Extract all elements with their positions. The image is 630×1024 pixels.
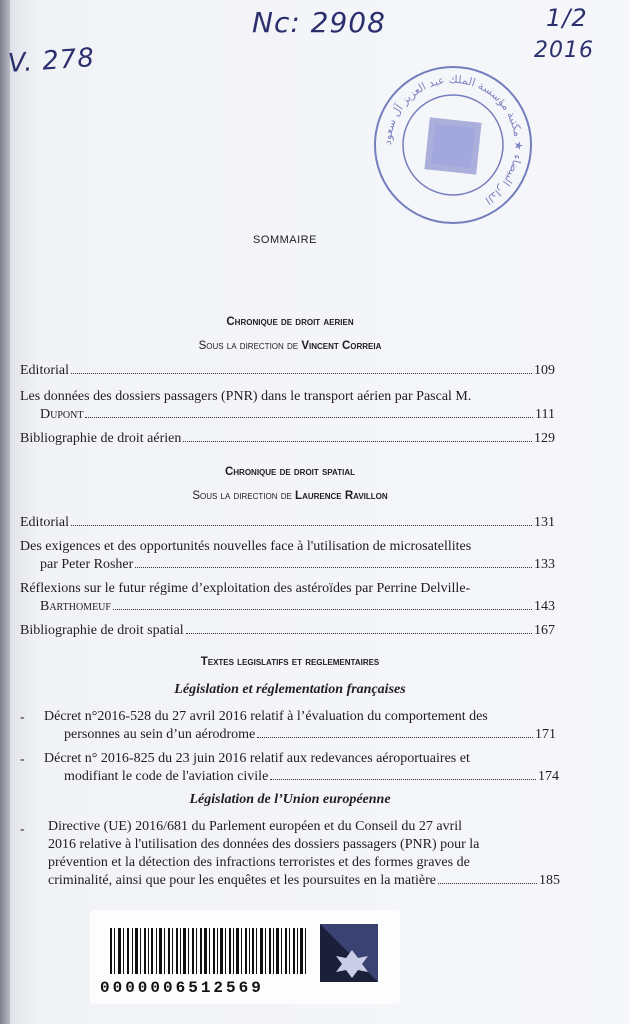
barcode-number: 0000006512569 <box>100 979 264 997</box>
section-title-aerien: Chronique de droit aerien <box>226 316 354 328</box>
leader-dots <box>71 525 532 526</box>
handwritten-volume: V. 278 <box>7 43 96 79</box>
barcode <box>90 910 400 1004</box>
bullet-dash: - <box>20 752 25 767</box>
direction-prefix: Sous la direction de <box>198 340 299 352</box>
toc-entry[interactable] <box>48 818 560 890</box>
bullet-dash: - <box>20 710 25 725</box>
library-logo <box>320 924 378 982</box>
entry-title: Réflexions sur le futur régime d’exploitation des astéroïdes par Perrine Delville- <box>20 581 471 596</box>
barcode-bars <box>110 928 306 974</box>
direction-spatial <box>20 490 560 502</box>
toc-entry[interactable] <box>20 388 555 424</box>
page-number: 133 <box>534 557 555 572</box>
direction-aerien <box>20 340 560 352</box>
entry-author: Barthomeuf <box>40 599 111 614</box>
toc-entry[interactable] <box>20 430 555 448</box>
leader-dots <box>71 373 532 374</box>
page-number: 171 <box>535 727 556 742</box>
entry-title-cont: 2016 relative à l'utilisation des données des dossiers passagers (PNR) pour la <box>48 837 480 852</box>
handwritten-number: Nc: 2908 <box>252 6 386 39</box>
leader-dots <box>438 883 537 884</box>
book-spine <box>0 0 10 1024</box>
entry-title-cont: prévention et la détection des infractions terroristes et des formes graves de <box>48 855 470 870</box>
entry-title: Directive (UE) 2016/681 du Parlement européen et du Conseil du 27 avril <box>48 819 463 834</box>
sommaire-heading: SOMMAIRE <box>253 234 317 246</box>
entry-title: Décret n° 2016-825 du 23 juin 2016 relatif aux redevances aéroportuaires et <box>44 751 470 766</box>
entry-title: Des exigences et des opportunités nouvelles face à l'utilisation de microsatellites <box>20 539 472 554</box>
director-name: Vincent Correia <box>301 340 382 352</box>
leader-dots <box>85 417 533 418</box>
leader-dots <box>183 441 532 442</box>
toc-entry[interactable] <box>20 362 555 380</box>
toc-entry[interactable] <box>20 514 555 532</box>
toc-entry[interactable] <box>20 622 555 640</box>
handwritten-year: 2016 <box>534 38 594 63</box>
toc-entry[interactable] <box>44 750 559 786</box>
barcode-sticker <box>90 910 400 1004</box>
page-number: 129 <box>534 431 555 446</box>
entry-title: Editorial <box>20 363 69 378</box>
subheading-francaise: Législation et réglementation françaises <box>174 682 406 697</box>
entry-title-cont: personnes au sein d’un aérodrome <box>64 727 256 742</box>
entry-title: Décret n°2016-528 du 27 avril 2016 relatif à l’évaluation du comportement des <box>44 709 488 724</box>
page-number: 111 <box>535 407 555 422</box>
toc-entry[interactable] <box>44 708 556 744</box>
entry-author: Dupont <box>40 407 84 422</box>
entry-title: Bibliographie de droit aérien <box>20 431 182 446</box>
entry-title: Editorial <box>20 515 69 530</box>
leader-dots <box>186 633 532 634</box>
leader-dots <box>135 567 532 568</box>
bullet-dash: - <box>20 822 25 837</box>
toc-entry[interactable] <box>20 538 555 574</box>
page-number: 167 <box>534 623 555 638</box>
entry-title-cont: criminalité, ainsi que pour les enquêtes et les poursuites en la matière <box>48 873 436 888</box>
section-title-spatial: Chronique de droit spatial <box>224 466 356 478</box>
direction-prefix: Sous la direction de <box>192 490 292 502</box>
subheading-ue: Législation de l’Union européenne <box>189 792 391 807</box>
director-name: Laurence Ravillon <box>295 490 388 502</box>
page-number: 174 <box>538 769 559 784</box>
stamp-arc-text: الدار البيضاء ★ مكتبة مؤسسة الملك عبد العزيز آل سعود <box>380 72 526 207</box>
leader-dots <box>257 737 533 738</box>
page-number: 131 <box>534 515 555 530</box>
page-number: 109 <box>534 363 555 378</box>
leader-dots <box>113 609 532 610</box>
leader-dots <box>270 779 536 780</box>
library-stamp <box>372 64 534 226</box>
entry-author: par Peter Rosher <box>40 557 134 572</box>
handwritten-fraction: 1/2 <box>546 4 588 32</box>
toc-entry[interactable] <box>20 580 555 616</box>
page-number: 143 <box>534 599 555 614</box>
entry-title: Bibliographie de droit spatial <box>20 623 184 638</box>
entry-title: Les données des dossiers passagers (PNR) dans le transport aérien par Pascal M. <box>20 389 472 404</box>
entry-title-cont: modifiant le code de l'aviation civile <box>64 769 269 784</box>
page-number: 185 <box>539 873 560 888</box>
section-title-textes: Textes legislatifs et reglementaires <box>200 656 380 668</box>
